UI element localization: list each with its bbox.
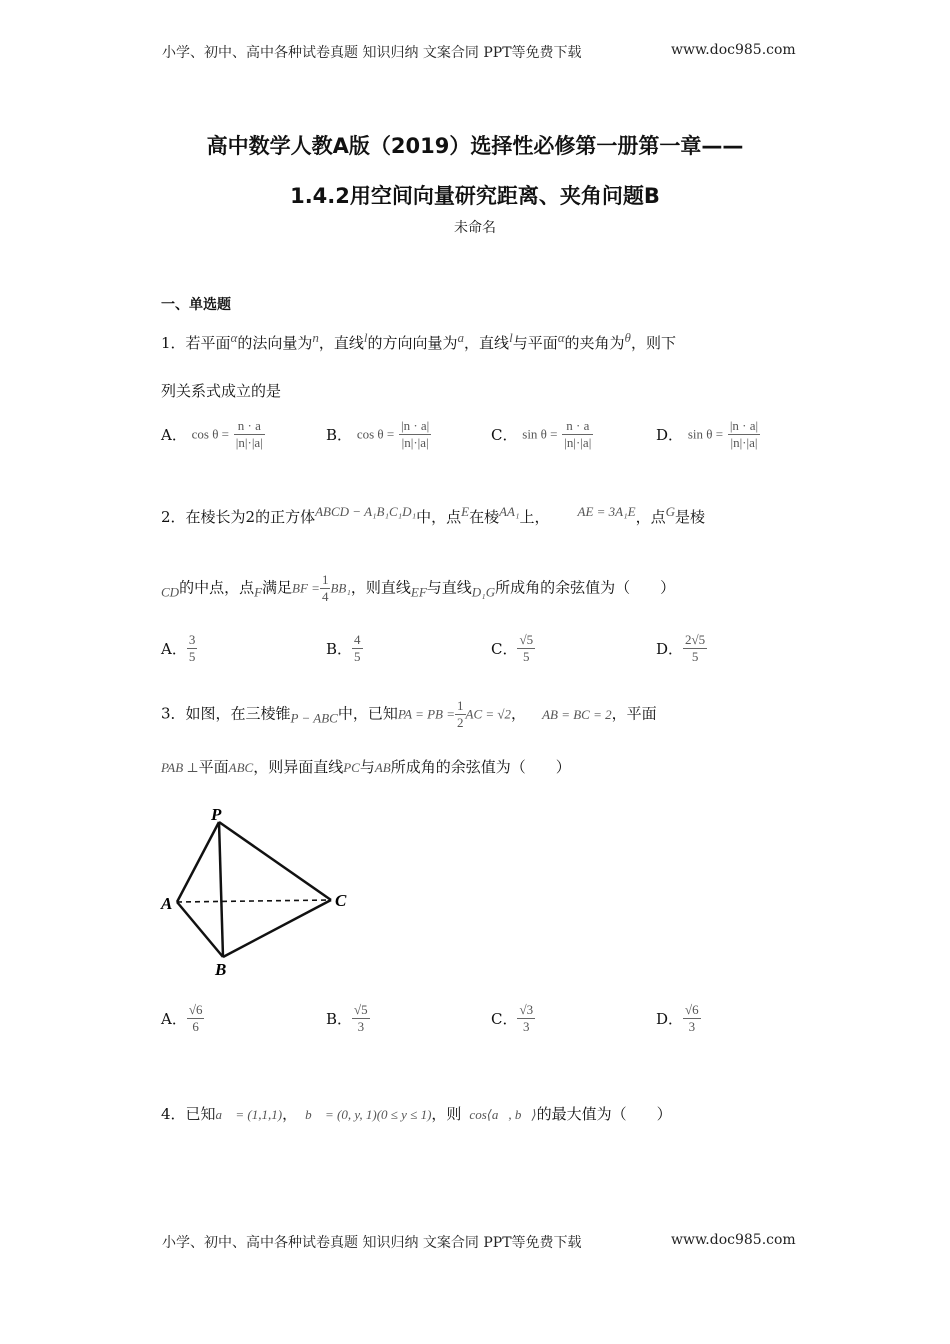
edge-bc: [223, 900, 331, 957]
question-2-line2: $_{CD}$的中点，点$_F$满足BF = $\frac{1}{4}$ BB₁，则直线$_{EF}$与直线$_{D_1G}$所成角的余弦值为（ ）: [161, 572, 676, 604]
vertex-label-c: C: [335, 891, 347, 910]
header-right[interactable]: www.doc985.com: [671, 42, 796, 58]
doc-subtitle: 未命名: [454, 220, 496, 236]
q2-option-a[interactable]: A． $\frac{3}{5}$: [161, 632, 196, 664]
footer-left: 小学、初中、高中各种试卷真题 知识归纳 文案合同 PPT等免费下载: [162, 1235, 582, 1251]
question-2-line1: 2．在棱长为2的正方体$^{ABCD - A_1B_1C_1D_1}$中，点$^E$在棱$^{AA_1}$上， $^{AE = 3A_1E}$，点$^G$是棱: [161, 504, 705, 526]
edge-pb: [219, 822, 223, 957]
q2-option-d[interactable]: D． $\frac{2√5}{5}$: [656, 632, 706, 664]
q2-option-c[interactable]: C． $\frac{√5}{5}$: [491, 632, 534, 664]
vertex-label-b: B: [215, 960, 227, 979]
question-4-line1: 4．已知a⃗ = (1,1,1)， b⃗ = (0, y, 1)(0 ≤ y ≤ 1)，则 cos⟨a⃗, b⃗⟩的最大值为（ ）: [161, 1105, 672, 1123]
q1-option-d[interactable]: D． sin θ = $\frac{|n \cdot a|}{|n|\cdot|a|}$: [656, 418, 759, 450]
edge-ac-hidden: [177, 900, 331, 902]
q3-option-a[interactable]: A． $\frac{√6}{6}$: [161, 1002, 203, 1034]
vertex-label-a: A: [161, 894, 173, 913]
footer-right[interactable]: www.doc985.com: [671, 1232, 796, 1248]
q3-option-b[interactable]: B． $\frac{√5}{3}$: [326, 1002, 368, 1034]
section-heading: 一、单选题: [161, 297, 231, 313]
q1-option-c[interactable]: C． sin θ = $\frac{n \cdot a}{|n|\cdot|a|}$: [491, 418, 592, 450]
question-1-line2: 列关系式成立的是: [161, 382, 282, 400]
doc-title-line2: 1.4.2用空间向量研究距离、夹角问题B: [290, 184, 660, 208]
doc-title-line1: 高中数学人教A版（2019）选择性必修第一册第一章——: [206, 134, 744, 158]
header-left: 小学、初中、高中各种试卷真题 知识归纳 文案合同 PPT等免费下载: [162, 45, 582, 61]
q1-option-b[interactable]: B． cos θ = $\frac{|n \cdot a|}{|n|\cdot|a|}$: [326, 418, 430, 450]
question-1-line1: 1．若平面$^\alpha$的法向量为$^n$，直线$^l$的方向向量为$^a$，直线$^l$与平面$^\alpha$的夹角为$^\theta$，则下: [161, 330, 676, 352]
q1-option-a[interactable]: A． cos θ = $\frac{n \cdot a}{|n|\cdot|a|}$: [161, 418, 263, 450]
q3-option-c[interactable]: C． $\frac{√3}{3}$: [491, 1002, 534, 1034]
edge-ab: [177, 902, 223, 957]
vertex-label-p: P: [211, 805, 222, 824]
q3-option-d[interactable]: D． $\frac{√6}{3}$: [656, 1002, 699, 1034]
edge-pc: [219, 822, 331, 900]
q2-option-b[interactable]: B． $\frac{4}{5}$: [326, 632, 361, 664]
question-3-line2: PAB ⊥平面ABC，则异面直线PC与AB所成角的余弦值为（ ）: [161, 758, 571, 776]
tetrahedron-figure: [155, 800, 365, 985]
edge-pa: [177, 822, 219, 902]
question-3-line1: 3．如图，在三棱锥$_{P - ABC}$中，已知PA = PB = $\frac{1}{2}$ AC = √2， AB = BC = 2，平面: [161, 698, 657, 730]
